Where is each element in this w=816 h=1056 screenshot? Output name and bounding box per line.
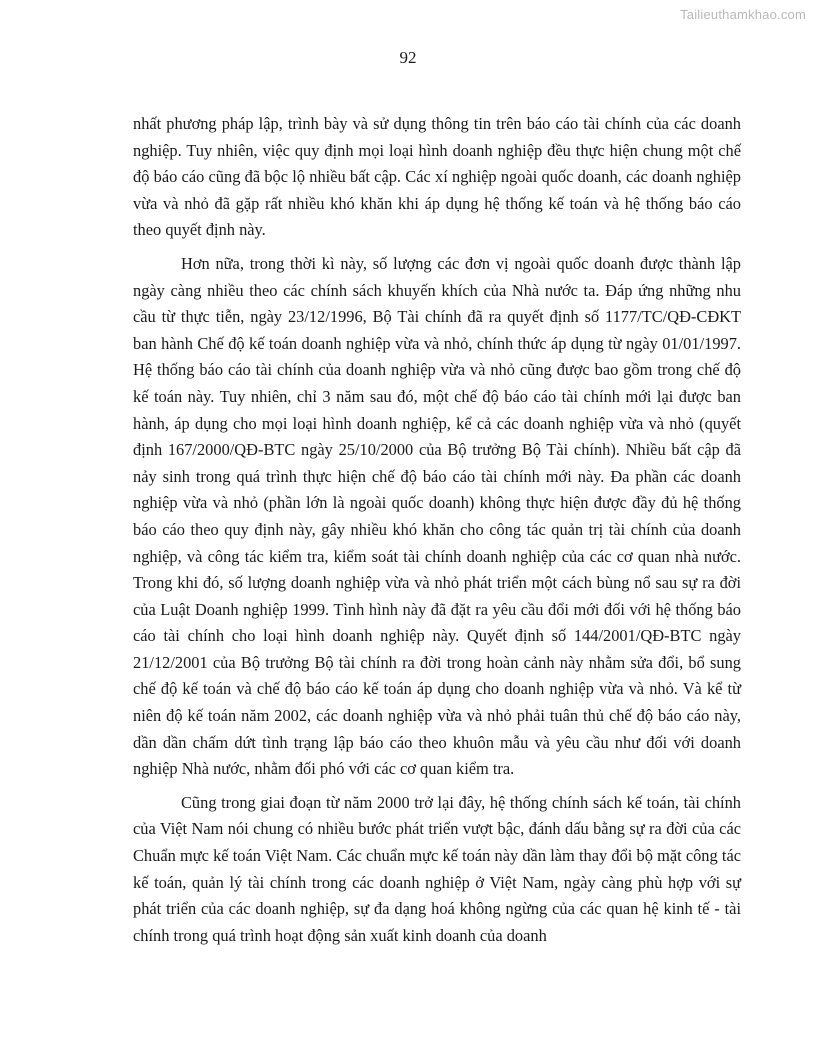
watermark: Tailieuthamkhao.com <box>680 7 806 22</box>
paragraph-2: Hơn nữa, trong thời kì này, số lượng các đơn vị ngoài quốc doanh được thành lập ngày càng nhiều theo các chính sách khuyến khích của Nhà nước ta. Đáp ứng những nhu cầu từ thực tiễn, ngày 23/12/1996, Bộ Tài chính đã ra quyết định số 1177/TC/QĐ-CĐKT ban hành Chế độ kế toán doanh nghiệp vừa và nhỏ, chính thức áp dụng từ ngày 01/01/1997. Hệ thống báo cáo tài chính của doanh nghiệp vừa và nhỏ cũng được bao gồm trong chế độ kế toán này. Tuy nhiên, chỉ 3 năm sau đó, một chế độ báo cáo tài chính mới lại được ban hành, áp dụng cho mọi loại hình doanh nghiệp, kể cả các doanh nghiệp vừa và nhỏ (quyết định 167/2000/QĐ-BTC ngày 25/10/2000 của Bộ trưởng Bộ Tài chính). Nhiều bất cập đã nảy sinh trong quá trình thực hiện chế độ báo cáo tài chính mới này. Đa phần các doanh nghiệp vừa và nhỏ (phần lớn là ngoài quốc doanh) không thực hiện được đầy đủ hệ thống báo cáo theo quy định này, gây nhiều khó khăn cho công tác quản trị tài chính của doanh nghiệp, và công tác kiểm tra, kiểm soát tài chính doanh nghiệp của các cơ quan nhà nước. Trong khi đó, số lượng doanh nghiệp vừa và nhỏ phát triển một cách bùng nổ sau sự ra đời của Luật Doanh nghiệp 1999. Tình hình này đã đặt ra yêu cầu đổi mới đối với hệ thống báo cáo tài chính cho loại hình doanh nghiệp này. Quyết định số 144/2001/QĐ-BTC ngày 21/12/2001 của Bộ trưởng Bộ tài chính ra đời trong hoàn cảnh này nhằm sửa đổi, bổ sung chế độ kế toán và chế độ báo cáo kế toán áp dụng cho doanh nghiệp vừa và nhỏ. Và kể từ niên độ kế toán năm 2002, các doanh nghiệp vừa và nhỏ phải tuân thủ chế độ báo cáo này, dần dần chấm dứt tình trạng lập báo cáo theo khuôn mẫu và yêu cầu như đối với doanh nghiệp Nhà nước, nhằm đối phó với các cơ quan kiểm tra. <box>133 253 741 779</box>
page-number: 92 <box>399 48 417 67</box>
paragraph-3: Cũng trong giai đoạn từ năm 2000 trở lại đây, hệ thống chính sách kế toán, tài chính của Việt Nam nói chung có nhiều bước phát triển vượt bậc, đánh dấu bằng sự ra đời của các Chuẩn mực kế toán Việt Nam. Các chuẩn mực kế toán này dần làm thay đổi bộ mặt công tác kế toán, quản lý tài chính trong các doanh nghiệp ở Việt Nam, ngày càng phù hợp với sự phát triển của các doanh nghiệp, sự đa dạng hoá không ngừng của các quan hệ kinh tế - tài chính trong quá trình hoạt động sản xuất kinh doanh của doanh <box>133 792 741 945</box>
paragraph-1: nhất phương pháp lập, trình bày và sử dụng thông tin trên báo cáo tài chính của các doanh nghiệp. Tuy nhiên, việc quy định mọi loại hình doanh nghiệp đều thực hiện chung một chế độ báo cáo cũng đã bộc lộ nhiều bất cập. Các xí nghiệp ngoài quốc doanh, các doanh nghiệp vừa và nhỏ đã gặp rất nhiều khó khăn khi áp dụng hệ thống kế toán và hệ thống báo cáo theo quyết định này. <box>133 114 741 240</box>
document-body <box>133 111 741 956</box>
